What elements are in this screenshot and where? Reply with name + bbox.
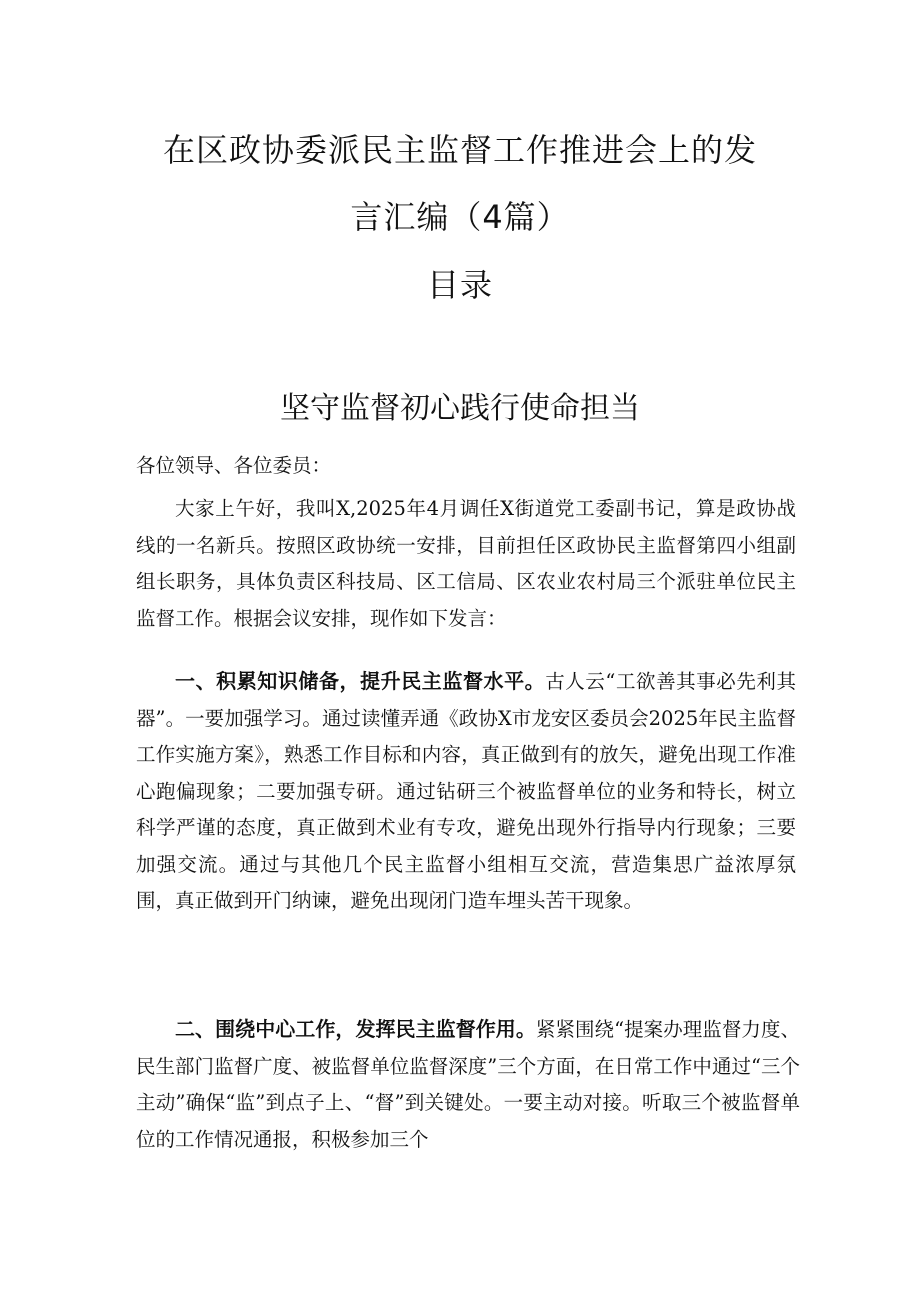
section-1-heading: 一、积累知识储备，提升民主监督水平。 [175,669,546,693]
intro-paragraph: 大家上午好，我叫X,2025年4月调任X街道党工委副书记，算是政协战线的一名新兵。按照区政协统一安排，目前担任区政协民主监督第四小组副组长职务，具体负责区科技局、区工信局、区农业农村局三个派驻单位民主监督工作。根据会议安排，现作如下发言： [136,497,796,630]
section-2-body: 紧紧围绕“提案办理监督力度、民生部门监督广度、被监督单位监督深度”三个方面，在日常工作中通过“三个主动”确保“监”到点子上、“督”到关键处。一要主动对接。听取三个被监督单位的工作情况通报，积极参加三个 [136,1018,800,1151]
section-2-paragraph [136,1011,800,1158]
section-1-body: 古人云“工欲善其事必先利其器”。一要加强学习。通过读懂弄通《政协X市龙安区委员会2025年民主监督工作实施方案》，熟悉工作目标和内容，真正做到有的放矢，避免出现工作准心跑偏现象；二要加强专研。通过钻研三个被监督单位的业务和特长，树立科学严谨的态度，真正做到术业有专攻，避免出现外行指导内行现象；三要加强交流。通过与其他几个民主监督小组相互交流，营造集思广益浓厚氛围，真正做到开门纳谏，避免出现闭门造车埋头苦干现象。 [136,670,796,912]
document-title-line-2: 言汇编（4篇） [350,198,570,236]
speech-title: 坚守监督初心践行使命担当 [280,391,640,426]
section-1-paragraph [136,663,796,920]
salutation: 各位领导、各位委员： [136,454,332,477]
document-title-line-1: 在区政协委派民主监督工作推进会上的发 [162,131,757,169]
toc-heading: 目录 [426,266,493,304]
section-2-heading: 二、围绕中心工作，发挥民主监督作用。 [175,1017,536,1041]
